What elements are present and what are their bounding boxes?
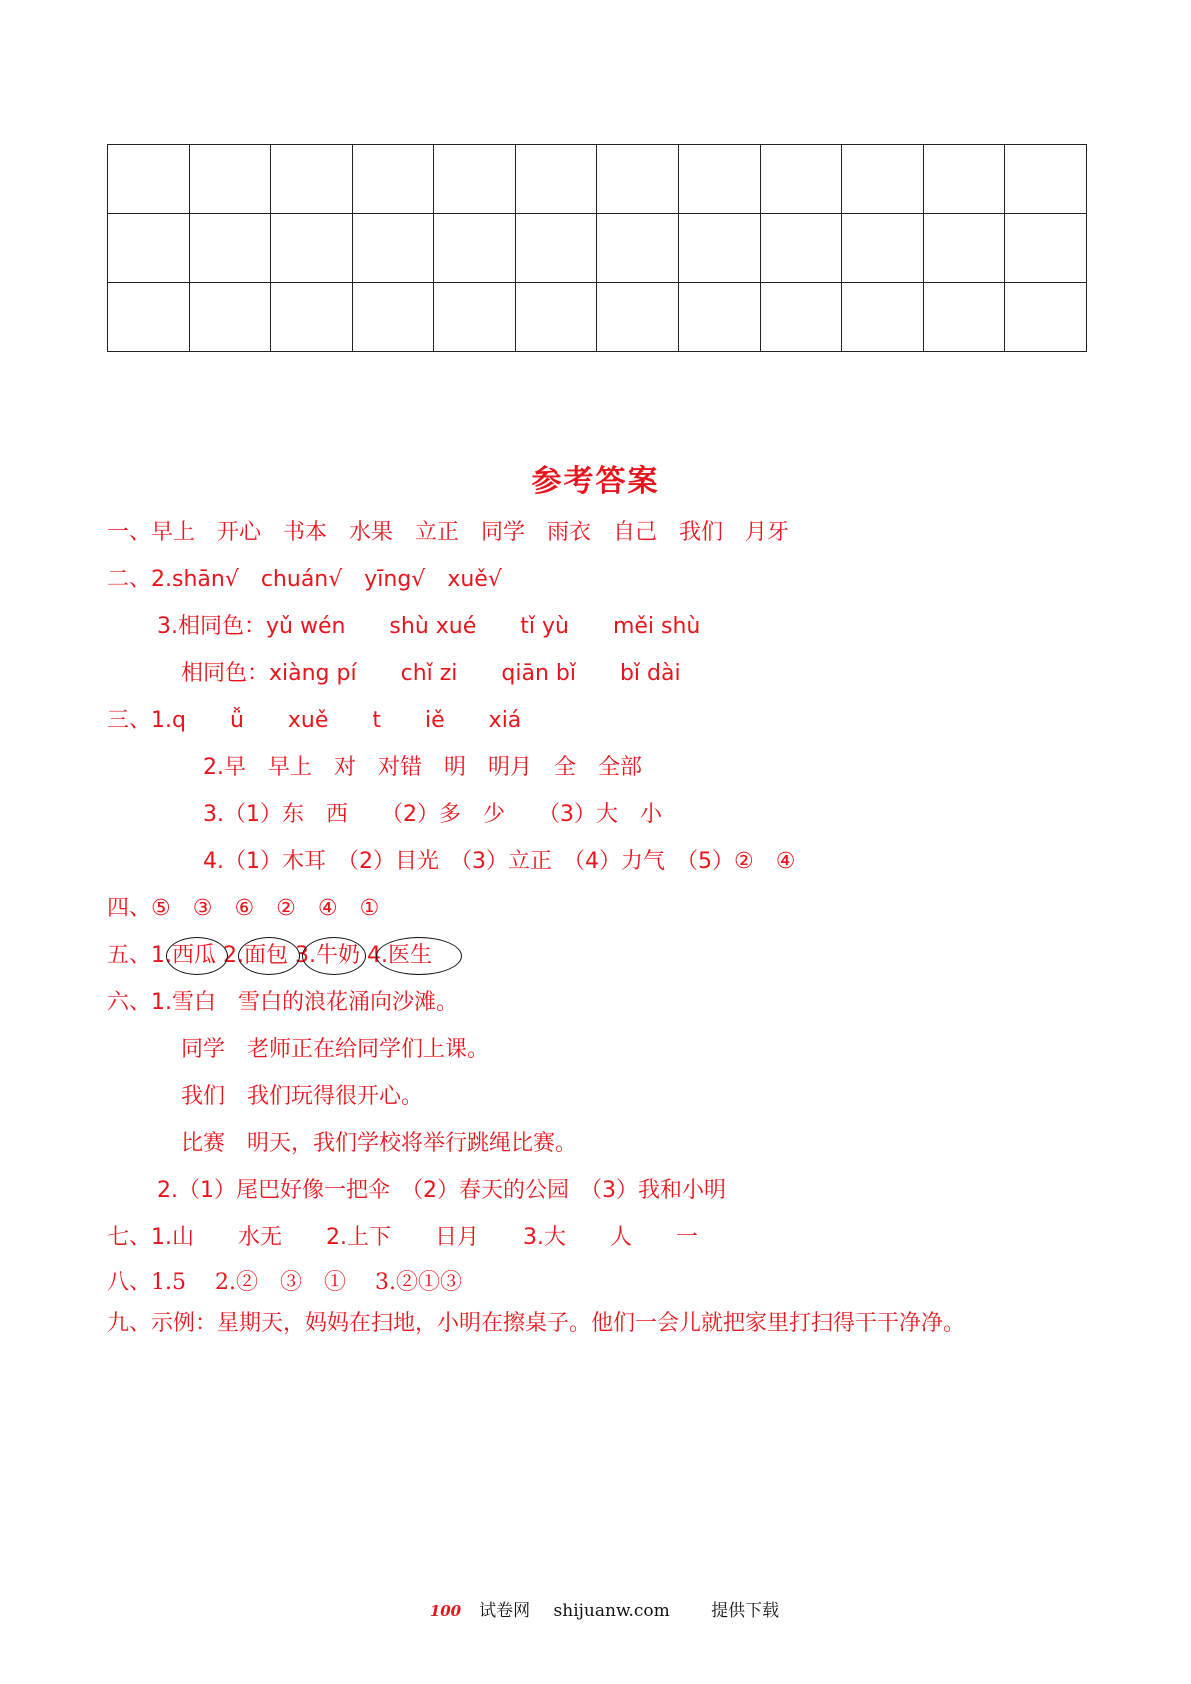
grid-cell — [597, 145, 679, 214]
answer-section-8: 八、1.5 2.② ③ ① 3.②①③ — [107, 1270, 462, 1295]
grid-cell — [679, 145, 761, 214]
grid-cell — [189, 145, 271, 214]
site-logo: 100 — [429, 1602, 462, 1620]
answer-section-9: 九、示例：星期天，妈妈在扫地，小明在擦桌子。他们一会儿就把家里打扫得干干净净。 — [107, 1311, 966, 1336]
answer-title: 参考答案 — [531, 464, 660, 499]
grid-cell — [679, 283, 761, 352]
grid-cell — [352, 214, 434, 283]
grid-cell — [271, 214, 353, 283]
grid-cell — [515, 283, 597, 352]
circled-word: 面包 — [244, 941, 288, 971]
footer-tagline: 提供下载 — [711, 1601, 780, 1621]
site-name: 试卷网 — [479, 1601, 531, 1621]
answer-section-3-4: 4.（1）木耳 （2）目光 （3）立正 （4）力气 （5）② ④ — [203, 849, 796, 874]
grid-cell — [760, 145, 842, 214]
grid-cell — [434, 145, 516, 214]
grid-cell — [434, 283, 516, 352]
grid-cell — [923, 145, 1005, 214]
answer-section-5: 五、1.西瓜 2.面包 3.牛奶 4.医生 — [107, 941, 432, 971]
grid-cell — [108, 145, 190, 214]
page-footer — [0, 1596, 1191, 1621]
grid-cell — [352, 145, 434, 214]
grid-cell — [108, 214, 190, 283]
site-domain[interactable]: shijuanw.com — [553, 1601, 670, 1621]
grid-cell — [923, 283, 1005, 352]
grid-cell — [515, 145, 597, 214]
grid-cell — [842, 145, 924, 214]
grid-cell — [1005, 214, 1087, 283]
grid-cell — [760, 283, 842, 352]
answer-section-4: 四、⑤ ③ ⑥ ② ④ ① — [107, 896, 380, 921]
grid-cell — [760, 214, 842, 283]
answer-section-6: 六、1.雪白 雪白的浪花涌向沙滩。 — [107, 990, 458, 1015]
answer-section-3-3: 3.（1）东 西 （2）多 少 （3）大 小 — [203, 802, 662, 827]
answer-section-6-word-4: 比赛 明天，我们学校将举行跳绳比赛。 — [181, 1131, 578, 1156]
grid-cell — [189, 283, 271, 352]
answer-section-2-3: 3.相同色：yǔ wén shù xué tǐ yù měi shù — [157, 614, 701, 639]
answer-section-2: 二、2.shān√ chuán√ yīng√ xuě√ — [107, 567, 502, 592]
grid-cell — [597, 283, 679, 352]
grid-cell — [842, 214, 924, 283]
grid-cell — [1005, 145, 1087, 214]
circled-word: 牛奶 — [316, 941, 360, 971]
answer-section-3: 三、1.q ǚ xuě t iě xiá — [107, 708, 522, 733]
answer-section-7: 七、1.山 水无 2.上下 日月 3.大 人 一 — [107, 1225, 698, 1250]
answer-section-6-2: 2.（1）尾巴好像一把伞 （2）春天的公园 （3）我和小明 — [157, 1178, 726, 1203]
grid-cell — [515, 214, 597, 283]
answer-section-3-2: 2.早 早上 对 对错 明 明月 全 全部 — [203, 755, 642, 780]
grid-cell — [189, 214, 271, 283]
grid-cell — [352, 283, 434, 352]
grid-cell — [108, 283, 190, 352]
grid-cell — [597, 214, 679, 283]
answer-section-2-3b: 相同色：xiàng pí chǐ zi qiān bǐ bǐ dài — [181, 661, 681, 686]
grid-cell — [923, 214, 1005, 283]
grid-cell — [1005, 283, 1087, 352]
grid-cell — [271, 145, 353, 214]
circled-word: 西瓜 — [172, 941, 216, 971]
answer-section-6-word-2: 同学 老师正在给同学们上课。 — [181, 1037, 490, 1062]
grid-cell — [271, 283, 353, 352]
circled-word: 医生 — [388, 941, 432, 971]
grid-cell — [434, 214, 516, 283]
answer-section-6-word-3: 我们 我们玩得很开心。 — [181, 1084, 424, 1109]
writing-grid — [107, 144, 1087, 352]
grid-cell — [679, 214, 761, 283]
grid-cell — [842, 283, 924, 352]
answer-section-1: 一、早上 开心 书本 水果 立正 同学 雨衣 自己 我们 月牙 — [107, 520, 790, 545]
